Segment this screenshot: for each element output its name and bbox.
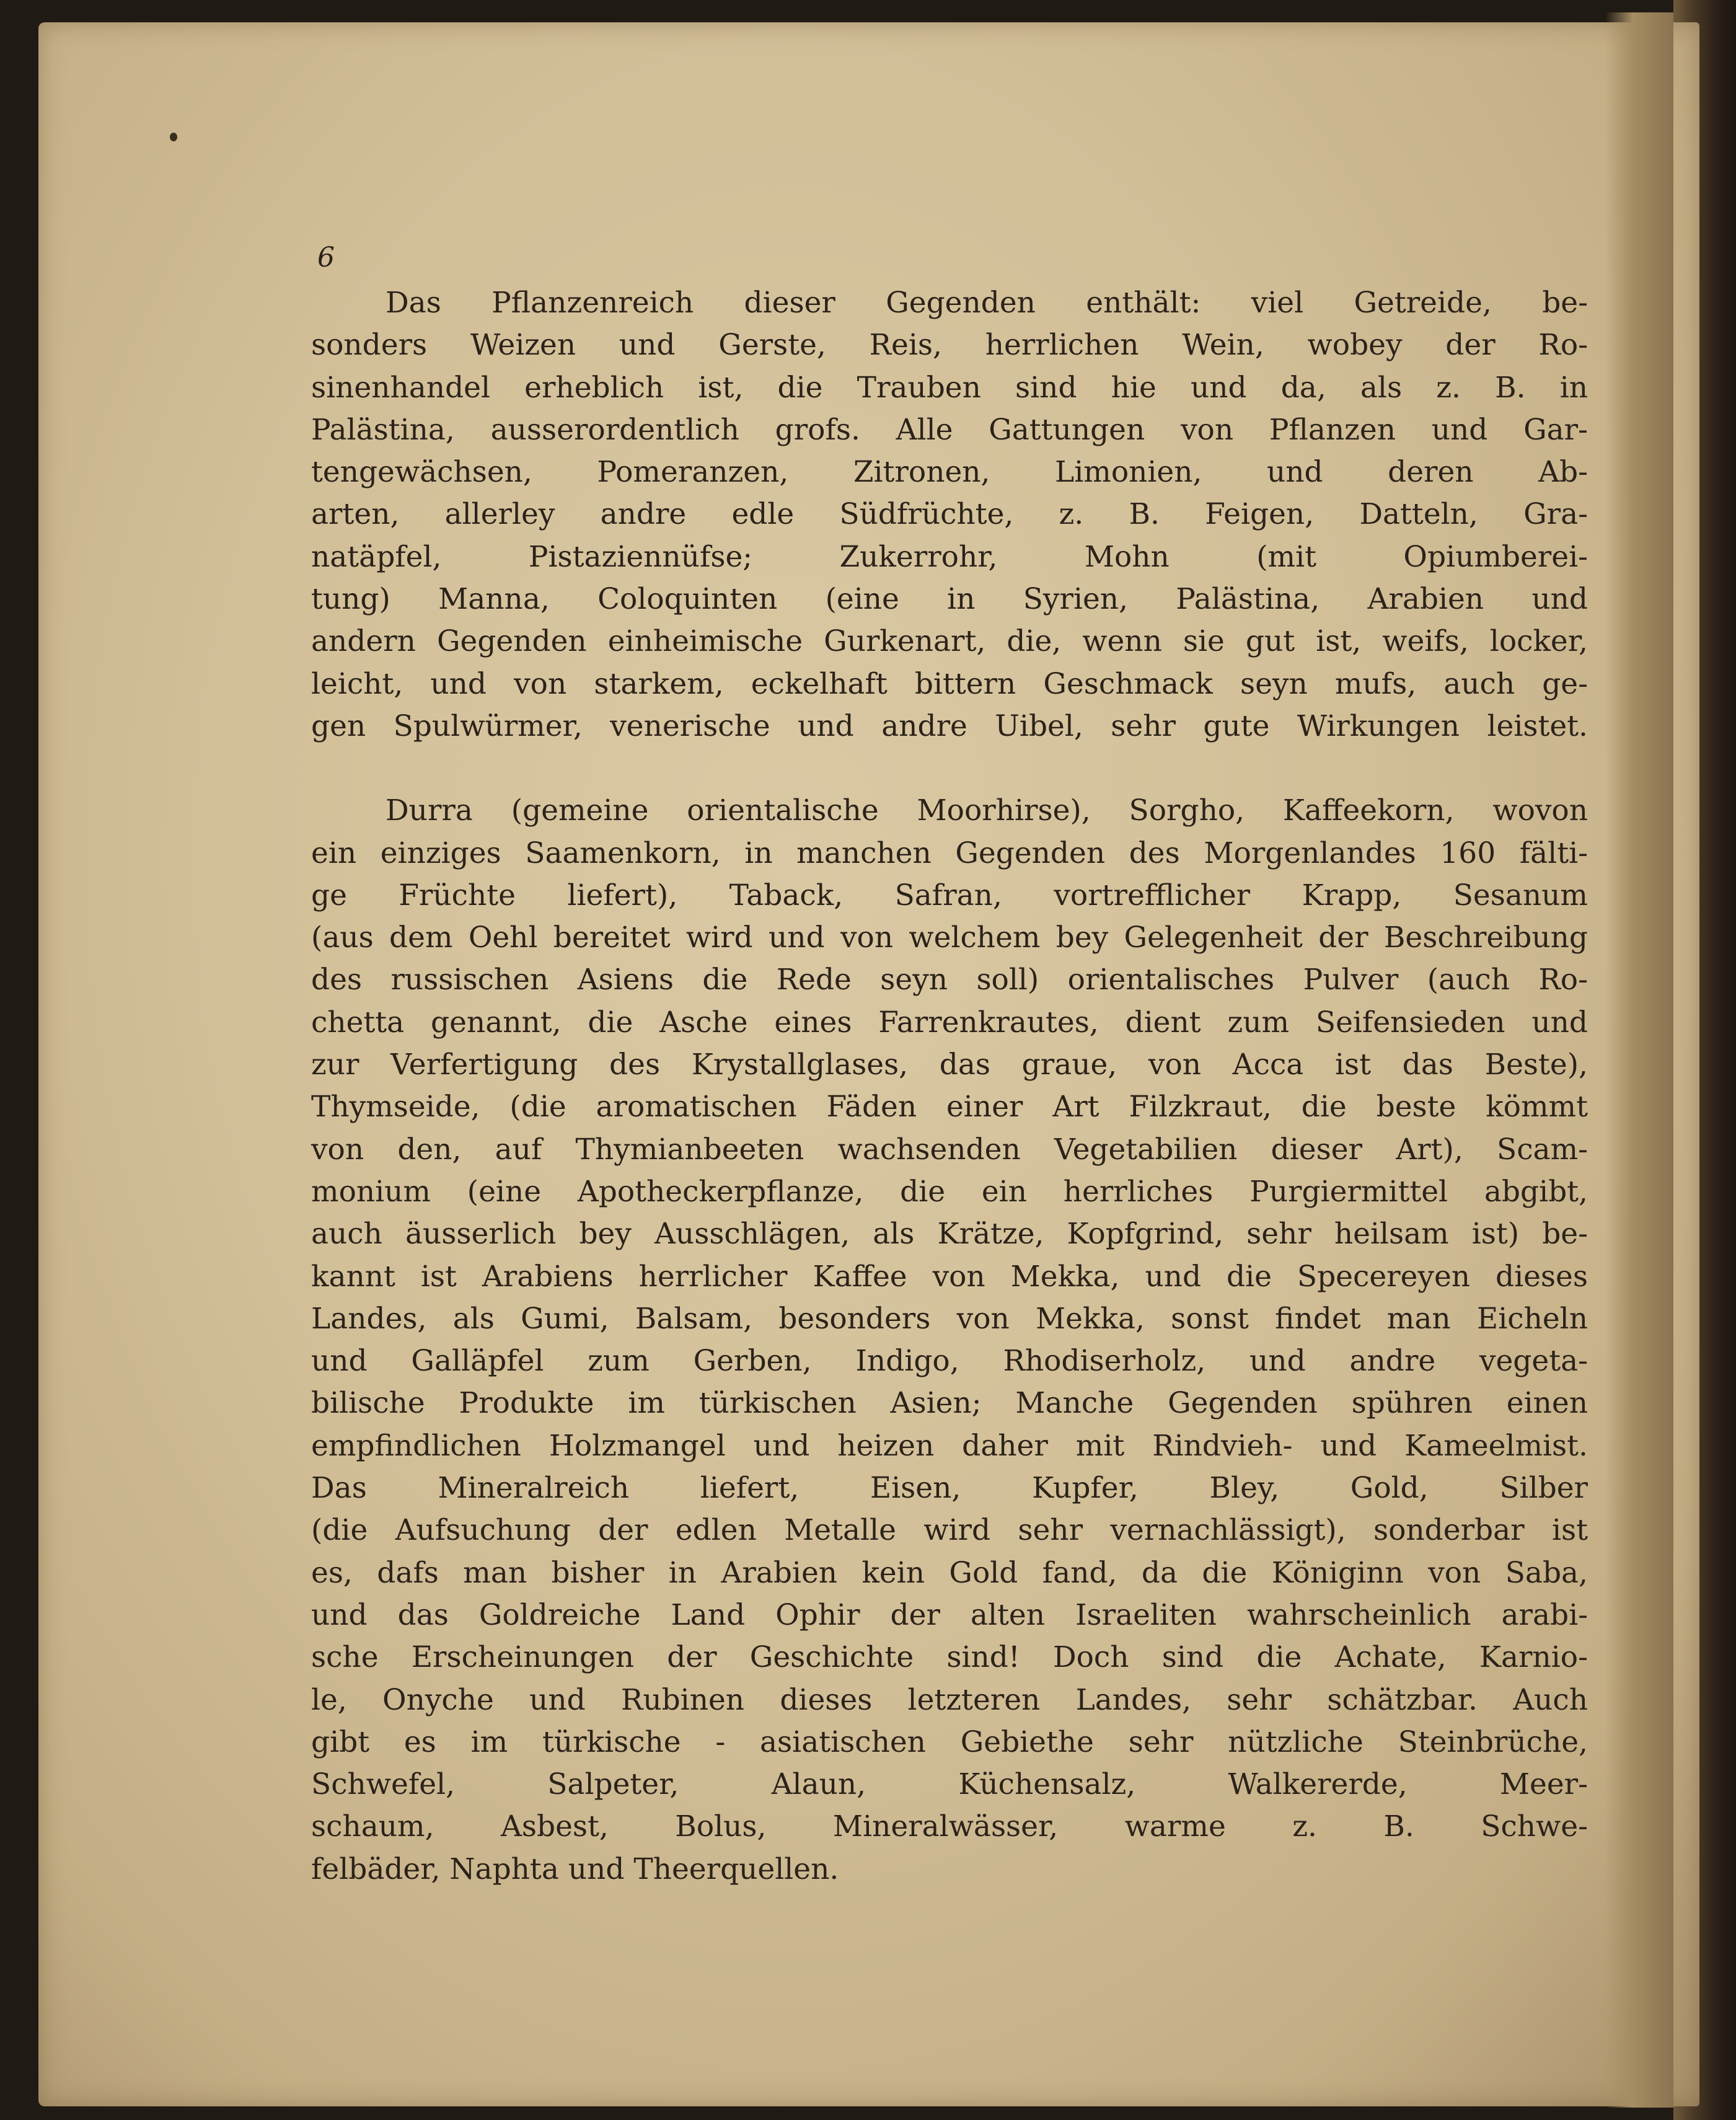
text-line: tengewächsen, Pomeranzen, Zitronen, Limonien, und deren Ab- [311,455,1588,490]
page-number: 6 [317,242,335,273]
text-line: (aus dem Oehl bereitet wird und von welchem bey Gelegenheit der Beschreibung [311,921,1588,955]
text-line: sche Erscheinungen der Geschichte sind! Doch sind die Achate, Karnio- [311,1640,1588,1675]
paragraph-gap [311,748,1588,790]
text-line: Palästina, ausserordentlich grofs. Alle Gattungen von Pflanzen und Gar- [311,412,1588,447]
text-line: und das Goldreiche Land Ophir der alten Israeliten wahrscheinlich arabi- [311,1597,1588,1632]
text-line: schaum, Asbest, Bolus, Mineralwässer, warme z. B. Schwe- [311,1809,1588,1844]
text-line: Landes, als Gumi, Balsam, besonders von Mekka, sonst findet man Eicheln [311,1301,1588,1336]
text-line: auch äusserlich bey Ausschlägen, als Krätze, Kopfgrind, sehr heilsam ist) be- [311,1217,1588,1252]
text-line: ein einziges Saamenkorn, in manchen Gegenden des Morgenlandes 160 fälti- [311,836,1588,870]
paragraph-durra-minerals [311,790,1588,1891]
text-line: es, dafs man bisher in Arabien kein Gold fand, da die Königinn von Saba, [311,1555,1588,1590]
text-line: (die Aufsuchung der edlen Metalle wird sehr vernachlässigt), sonderbar ist [311,1513,1588,1548]
text-line: Durra (gemeine orientalische Moorhirse), Sorgho, Kaffeekorn, wovon [386,793,1588,828]
text-line: Das Mineralreich liefert, Eisen, Kupfer, Bley, Gold, Silber [311,1471,1588,1506]
text-line: natäpfel, Pistaziennüfse; Zukerrohr, Mohn (mit Opiumberei- [311,539,1588,574]
text-line: andern Gegenden einheimische Gurkenart, die, wenn sie gut ist, weifs, locker, [311,624,1588,659]
text-line: sinenhandel erheblich ist, die Trauben sind hie und da, als z. B. in [311,370,1588,405]
body-text [311,282,1588,1891]
text-line: arten, allerley andre edle Südfrüchte, z. B. Feigen, Datteln, Gra- [311,497,1588,532]
text-line: tung) Manna, Coloquinten (eine in Syrien, Palästina, Arabien und [311,582,1588,617]
text-line: Thymseide, (die aromatischen Fäden einer Art Filzkraut, die beste kömmt [311,1090,1588,1124]
text-line: felbäder, Naphta und Theerquellen. [311,1852,839,1886]
text-line: kannt ist Arabiens herrlicher Kaffee von Mekka, und die Specereyen dieses [311,1259,1588,1294]
text-line: Schwefel, Salpeter, Alaun, Küchensalz, Walkererde, Meer- [311,1767,1588,1802]
text-line: empfindlichen Holzmangel und heizen daher mit Rindvieh- und Kameelmist. [311,1428,1588,1463]
text-line: von den, auf Thymianbeeten wachsenden Vegetabilien dieser Art), Scam- [311,1132,1588,1167]
text-line: gibt es im türkische - asiatischen Gebiethe sehr nützliche Steinbrüche, [311,1725,1588,1759]
text-line: Das Pflanzenreich dieser Gegenden enthält: viel Getreide, be- [386,286,1588,320]
text-line: gen Spulwürmer, venerische und andre Uibel, sehr gute Wirkungen leistet. [311,709,1588,743]
text-line: des russischen Asiens die Rede seyn soll) orientalisches Pulver (auch Ro- [311,963,1588,997]
text-line: zur Verfertigung des Krystallglases, das graue, von Acca ist das Beste), [311,1048,1588,1082]
text-line: bilische Produkte im türkischen Asien; Manche Gegenden spühren einen [311,1386,1588,1421]
text-line: monium (eine Apotheckerpflanze, die ein herrliches Purgiermittel abgibt, [311,1174,1588,1209]
page-edge [1605,12,1673,2108]
text-line: und Galläpfel zum Gerben, Indigo, Rhodiserholz, und andre vegeta- [311,1344,1588,1379]
text-line: leicht, und von starkem, eckelhaft bittern Geschmack seyn mufs, auch ge- [311,666,1588,701]
paragraph-plant-kingdom [311,282,1588,748]
text-line: le, Onyche und Rubinen dieses letzteren Landes, sehr schätzbar. Auch [311,1682,1588,1717]
ink-speck [170,133,177,141]
text-line: sonders Weizen und Gerste, Reis, herrlichen Wein, wobey der Ro- [311,328,1588,363]
text-line: chetta genannt, die Asche eines Farrenkrautes, dient zum Seifensieden und [311,1005,1588,1040]
text-line: ge Früchte liefert), Taback, Safran, vortrefflicher Krapp, Sesanum [311,878,1588,912]
